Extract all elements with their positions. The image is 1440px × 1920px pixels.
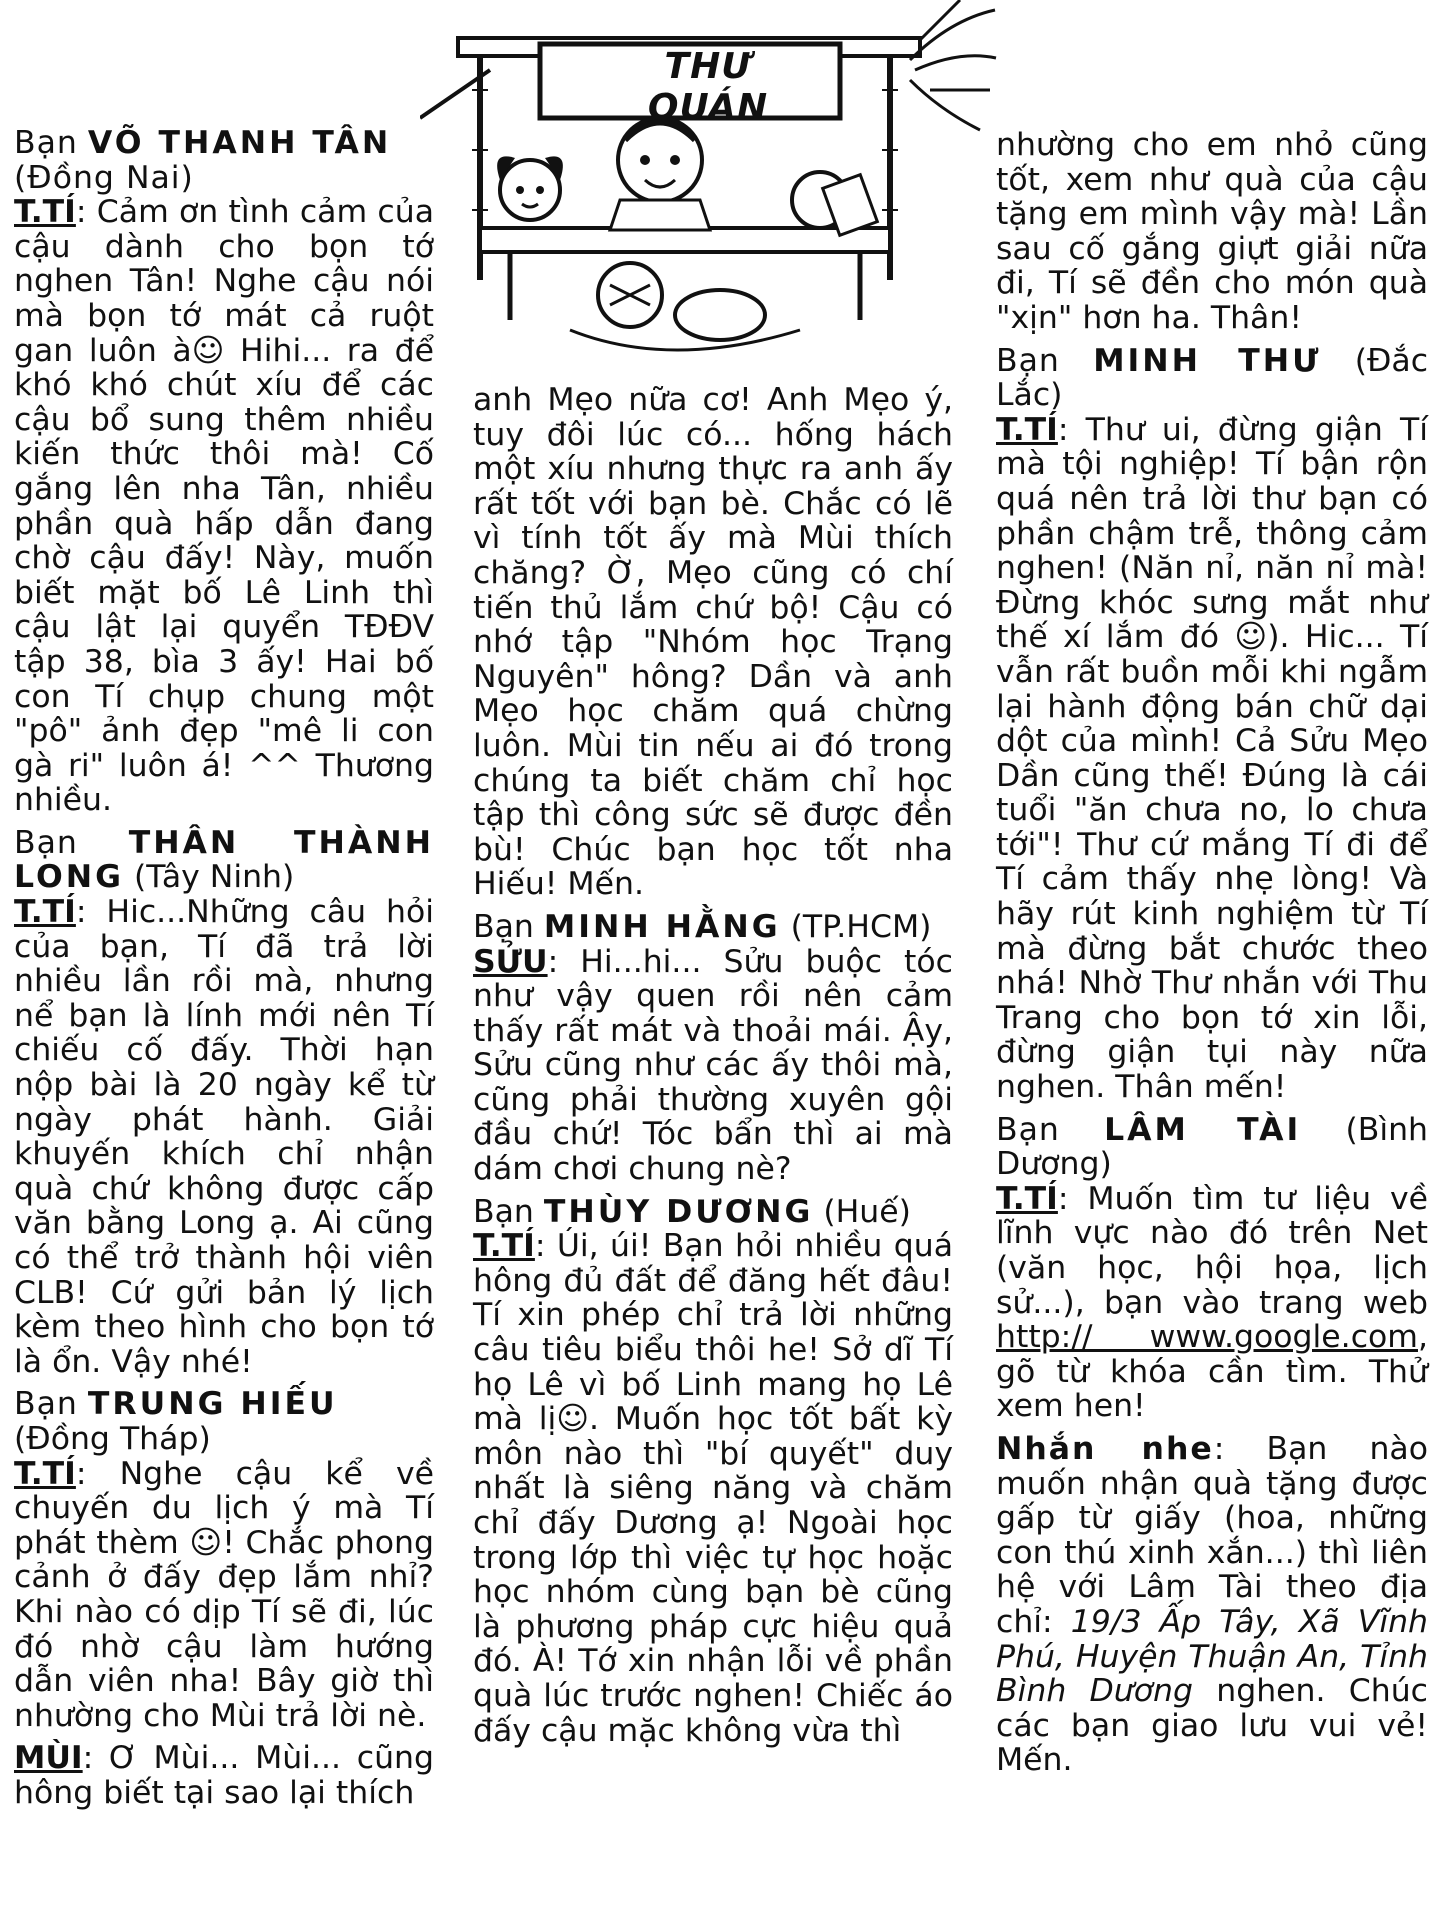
letter-trung-hieu <box>14 1387 434 1733</box>
column-3 <box>996 128 1428 1778</box>
responder-label: T.TÍ <box>14 194 76 231</box>
reader-prefix: Bạn <box>996 342 1060 379</box>
reader-name: THÙY DƯƠNG <box>543 1193 814 1230</box>
reply-text: : Cảm ơn tình cảm của cậu dành cho bọn tớ nghen Tân! Nghe cậu nói mà bọn tớ mát cả ruột gan luôn à☺ Hihi... ra để khó khó chút xíu để các cậu bổ sung thêm nhiều kiến thức thôi mà! Cố gắng lên nha Tân, nhiều phần quà hấp dẫn đang chờ cậu đấy! Này, muốn biết mặt bố Lê Linh thì cậu lật lại quyển TĐĐV tập 38, bìa 3 ấy! Hai bố con Tí chụp chung một "pô" ảnh đẹp "mê li con gà ri" luôn á! ^^ Thương nhiều. <box>14 194 434 819</box>
reader-prefix: Bạn <box>473 1193 534 1230</box>
responder-label: T.TÍ <box>14 1455 76 1492</box>
google-link[interactable]: http:// www.google.com <box>996 1319 1418 1356</box>
reply-text: : Ơ Mùi... Mùi... cũng hông biết tại sao lại thích <box>14 1740 434 1811</box>
reader-location: (Đồng Nai) <box>14 159 194 196</box>
reader-name: MINH HẰNG <box>543 908 781 945</box>
responder-label: MÙI <box>14 1740 83 1777</box>
reply-text: : Muốn tìm tư liệu về lĩnh vực nào đó trên Net (văn học, hội họa, lịch sử...), bạn vào trang web <box>996 1180 1428 1321</box>
reader-prefix: Bạn <box>473 908 534 945</box>
column-1 <box>14 126 434 1811</box>
reader-name: THÂN THÀNH LONG <box>14 824 435 896</box>
letter-than-thanh-long <box>14 826 434 1380</box>
reply-text: , gõ từ khóa cần tìm. Thử xem hen! <box>996 1319 1428 1425</box>
column-2 <box>473 383 953 1748</box>
reader-prefix: Bạn <box>14 824 78 861</box>
reader-location: (Đắc Lắc) <box>996 342 1429 414</box>
letter-minh-hang <box>473 910 953 1187</box>
sign-title: THƯ QUÁN <box>647 46 769 128</box>
reader-location: (TP.HCM) <box>790 908 932 945</box>
reader-name: TRUNG HIẾU <box>87 1386 338 1423</box>
note-text: : Bạn nào muốn nhận quà tặng được gấp từ giấy (hoa, những con thú xinh xắn...) thì liên hệ với Lâm Tài theo địa chỉ: <box>996 1430 1428 1640</box>
reply-text: : Nghe cậu kể về chuyến du lịch ý mà Tí phát thèm ☺! Chắc phong cảnh ở đấy đẹp lắm nhỉ? Khi nào có dịp Tí sẽ đi, lúc đó nhờ cậu làm hướng dẫn viên nha! Bây giờ thì nhường cho Mùi trả lời nè. <box>14 1455 434 1734</box>
responder-label: T.TÍ <box>996 411 1058 448</box>
reply-text: : Hic...Những câu hỏi của bạn, Tí đã trả lời nhiều lần rồi mà, nhưng nể bạn là lính mới nên Tí chiếu cố đấy. Thời hạn nộp bài là 20 ngày kể từ ngày phát hành. Giải khuyến khích chỉ nhận quà chứ không được cấp văn bằng Long ạ. Ai cũng có thể trở thành hội viên CLB! Cứ gửi bản lý lịch kèm theo hình cho bọn tớ là ổn. Vậy nhé! <box>14 894 434 1380</box>
responder-label: T.TÍ <box>14 894 76 931</box>
letter-vo-thanh-tan <box>14 126 434 818</box>
reply-text: : Thư ui, đừng giận Tí mà tội nghiệp! Tí bận rộn quá nên trả lời thư bạn có phần chậm trễ, thông cảm nghen! (Năn nỉ, năn nỉ mà! Đừng khóc sưng mắt như thế xí lắm đó ☺). Hic... Tí vẫn rất buồn mỗi khi ngẫm lại hành động bán chữ dại dột của mình! Cả Sửu Mẹo Dần cũng thế! Đúng là cái tuổi "ăn chưa no, lo chưa tới"! Thư cứ mắng Tí đi để Tí cảm thấy nhẹ lòng! Và hãy rút kinh nghiệm từ Tí mà đừng bắt chước theo nhá! Nhờ Thư nhắn với Thu Trang cho bọn tớ xin lỗi, đừng giận tụi này nữa nghen. Thân mến! <box>996 411 1428 1106</box>
responder-label: T.TÍ <box>473 1228 535 1265</box>
reply-continued: anh Mẹo nữa cơ! Anh Mẹo ý, tuy đôi lúc có... hống hách một xíu nhưng thực ra anh ấy rất tốt với bạn bè. Chắc có lẽ vì tính tốt ấy mà Mùi thích chăng? Ờ, Mẹo cũng có chí tiến thủ lắm chứ bộ! Cậu có nhớ tập "Nhóm học Trạng Nguyên" hông? Dần và anh Mẹo học chăm quá chừng luôn. Mùi tin nếu ai đó trong chúng ta biết chăm chỉ học tập thì công sức sẽ được đền bù! Chúc bạn học tốt nha Hiếu! Mến. <box>473 382 953 903</box>
reader-prefix: Bạn <box>14 125 78 161</box>
reader-name: MINH THƯ <box>1093 342 1322 379</box>
reply-text: : Hi...hi... Sửu buộc tóc như vậy quen rồi nên cảm thấy rất mát và thoải mái. Ậy, Sửu cũng như các ấy thôi mà, cũng phải thường xuyên gội đầu chứ! Tóc bẩn thì ai mà dám chơi chung nè? <box>473 943 953 1188</box>
note-nhan-nhe <box>996 1432 1428 1778</box>
letter-minh-thu <box>996 344 1428 1105</box>
reader-location: (Bình Dương) <box>996 1111 1429 1183</box>
letter-lam-tai <box>996 1113 1428 1424</box>
note-text: nghen. Chúc các bạn giao lưu vui vẻ! Mến. <box>996 1673 1428 1779</box>
note-label: Nhắn nhe <box>996 1430 1214 1467</box>
letter-thuy-duong <box>473 1195 953 1749</box>
responder-label: T.TÍ <box>996 1180 1058 1217</box>
reader-location: (Tây Ninh) <box>133 859 295 896</box>
reader-location: (Huế) <box>823 1193 911 1230</box>
responder-label: SỬU <box>473 943 548 980</box>
thu-quan-illustration <box>420 0 998 380</box>
reply-text: : Úi, úi! Bạn hỏi nhiều quá hông đủ đất để đăng hết đâu! Tí xin phép chỉ trả lời những câu tiêu biểu thôi he! Sở dĩ Tí họ Lê vì bố Linh mang họ Lê mà lị☺. Muốn học tốt bất kỳ môn nào thì "bí quyết" duy nhất là siêng năng và chăm chỉ đấy Dương ạ! Ngoài học trong lớp thì việc tự học hoặc học nhóm cùng bạn bè cũng là phương pháp cực hiệu quả đó. À! Tớ xin nhận lỗi về phần quà lúc trước nghen! Chiếc áo đấy cậu mặc không vừa thì <box>473 1228 953 1749</box>
reader-prefix: Bạn <box>14 1386 78 1423</box>
reply-continued: nhường cho em nhỏ cũng tốt, xem như quà của cậu tặng em mình vậy mà! Lần sau cố gắng giựt giải nữa đi, Tí sẽ đền cho món quà "xịn" hơn ha. Thân! <box>996 127 1428 336</box>
reader-location: (Đồng Tháp) <box>14 1420 211 1457</box>
reader-name: LÂM TÀI <box>1104 1111 1302 1148</box>
reader-name: VÕ THANH TÂN <box>87 125 392 161</box>
address-text: 19/3 Ấp Tây, Xã Vĩnh Phú, Huyện Thuận An, Tỉnh Bình Dương <box>996 1603 1429 1710</box>
reader-prefix: Bạn <box>996 1111 1060 1148</box>
reply-mui <box>14 1741 434 1810</box>
